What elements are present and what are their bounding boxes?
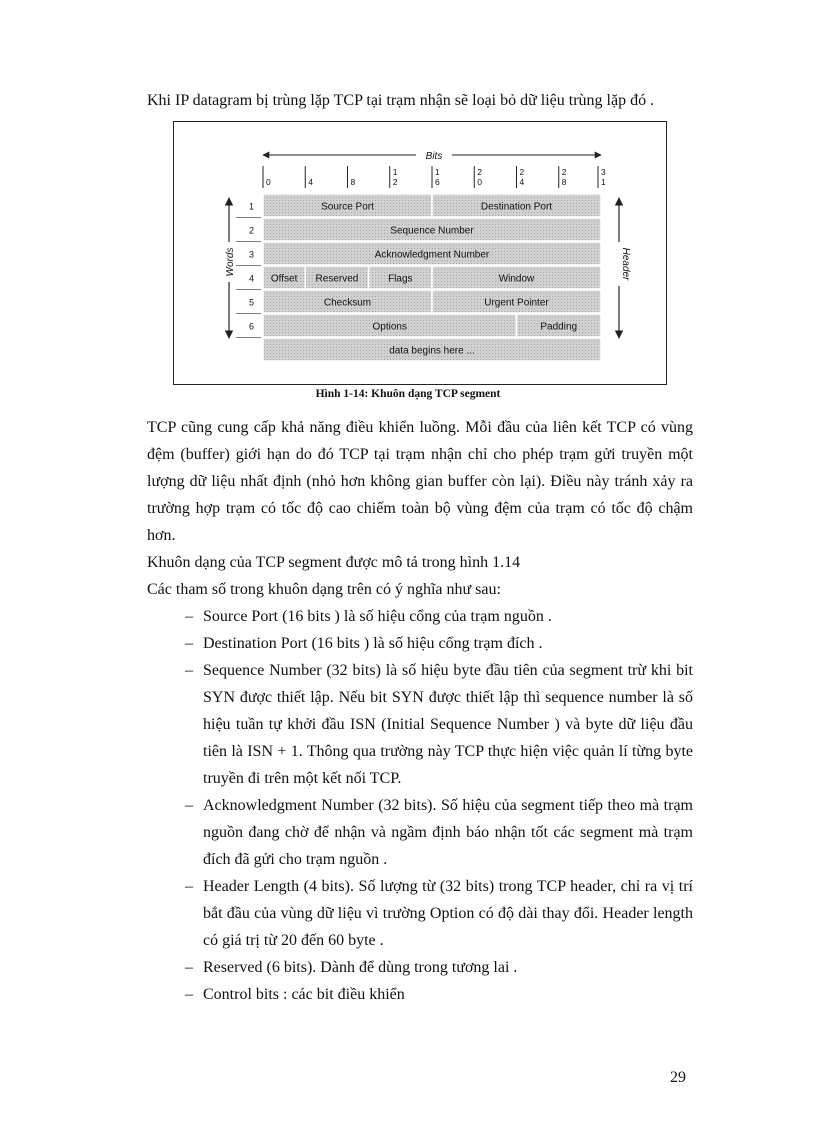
list-item-text: Destination Port (16 bits ) là số hiệu cổng trạm đích . [203, 635, 543, 652]
bit-tick-label-top: 1 [392, 167, 398, 177]
list-item-text: Source Port (16 bits ) là số hiệu cổng của trạm nguồn . [203, 608, 552, 625]
bit-tick-label-top: 3 [601, 167, 606, 177]
list-item [147, 954, 693, 981]
list-item [147, 630, 693, 657]
field-label: Urgent Pointer [484, 297, 549, 309]
bit-tick-label: 8 [561, 177, 567, 187]
bullet-dash: – [185, 662, 193, 679]
bullet-dash: – [185, 986, 193, 1003]
bit-tick-label-top: 2 [561, 167, 567, 177]
field-label: Window [498, 273, 535, 285]
figure-caption: Hình 1-14: Khuôn dạng TCP segment [315, 388, 501, 400]
list-item [147, 873, 693, 954]
bit-tick-label-top: 2 [519, 167, 525, 177]
field-label: Destination Port [480, 201, 553, 213]
word-number: 4 [248, 273, 254, 284]
bullet-dash: – [185, 608, 193, 625]
paragraph-format-ref: Khuôn dạng của TCP segment được mô tả trong hình 1.14 [147, 554, 521, 571]
field-label: Acknowledgment Number [374, 249, 490, 261]
list-item [147, 603, 693, 630]
list-item [147, 657, 693, 792]
word-number: 5 [248, 297, 254, 308]
field-label: Options [372, 321, 407, 333]
list-item-text: Acknowledgment Number (32 bits). Số hiệu của segment tiếp theo mà trạm nguồn đang chờ để nhận và ngầm định báo nhận tốt các segment mà trạm đích đã gửi cho trạm nguồn . [203, 797, 693, 868]
field-label: Flags [388, 273, 413, 285]
list-item-text: Reserved (6 bits). Dành để dùng trong tương lai . [203, 959, 518, 976]
field-label: Source Port [321, 201, 374, 213]
body-text [147, 414, 693, 1008]
paragraph-params-intro: Các tham số trong khuôn dạng trên có ý nghĩa như sau: [147, 581, 501, 598]
words-label: Words [225, 247, 236, 277]
bit-tick-label: 8 [350, 177, 356, 187]
bit-tick-label-top: 1 [435, 167, 440, 177]
field-label: Reserved [315, 273, 359, 285]
parameter-list [147, 603, 693, 1008]
list-item-text: Sequence Number (32 bits) là số hiệu byte đầu tiên của segment trừ khi bit SYN được thiết lập. Nếu bit SYN được thiết lập thì sequence number là số hiệu tuần tự khởi đầu ISN (Initial Sequence Number ) và byte dữ liệu đầu tiên là ISN + 1. Thông qua trường này TCP thực hiện việc quản lí từng byte truyền đi trên một kết nối TCP. [203, 662, 693, 787]
list-item-text: Header Length (4 bits). Số lượng từ (32 bits) trong TCP header, chỉ ra vị trí bắt đầu của vùng dữ liệu vì trường Option có độ dài thay đổi. Header length có giá trị từ 20 đến 60 byte . [203, 878, 693, 949]
word-number: 1 [248, 201, 254, 212]
paragraph-flow-control: TCP cũng cung cấp khả năng điều khiển luồng. Mỗi đầu của liên kết TCP có vùng đệm (buffer) giới hạn do đó TCP tại trạm nhận chỉ cho phép trạm gửi truyền một lượng dữ liệu nhất định (nhỏ hơn không gian buffer còn lại). Điều này tránh xảy ra trường hợp trạm có tốc độ cao chiếm toàn bộ vùng đệm của trạm có tốc độ chậm hơn. [147, 419, 693, 544]
field-label: Padding [540, 321, 578, 333]
word-number: 3 [248, 249, 254, 260]
list-item [147, 981, 693, 1008]
list-item [147, 792, 693, 873]
word-number: 2 [248, 225, 254, 236]
bit-tick-label: 2 [392, 177, 398, 187]
field-label: data begins here ... [389, 345, 475, 357]
bits-label: Bits [425, 151, 443, 162]
bit-tick-label: 1 [601, 177, 606, 187]
intro-line: Khi IP datagram bị trùng lặp TCP tại trạm nhận sẽ loại bỏ dữ liệu trùng lặp đó . [147, 92, 655, 109]
bit-tick-label: 0 [266, 177, 271, 187]
bit-tick-label-top: 2 [477, 167, 482, 177]
field-label: Checksum [323, 297, 372, 309]
header-label: Header [620, 247, 631, 281]
bullet-dash: – [185, 878, 193, 895]
list-item-text: Control bits : các bit điều khiển [203, 986, 405, 1003]
bit-tick-label: 4 [308, 177, 313, 187]
page-number: 29 [670, 1069, 686, 1086]
bullet-dash: – [185, 959, 193, 976]
field-label: Sequence Number [390, 225, 474, 237]
field-label: Offset [270, 273, 298, 285]
tcp-segment-figure [173, 121, 667, 385]
bullet-dash: – [185, 635, 193, 652]
bit-tick-label: 0 [477, 177, 482, 187]
bit-tick-label: 6 [435, 177, 440, 187]
tcp-segment-diagram [174, 122, 668, 386]
word-number: 6 [248, 321, 254, 332]
bit-tick-label: 4 [519, 177, 525, 187]
bullet-dash: – [185, 797, 193, 814]
